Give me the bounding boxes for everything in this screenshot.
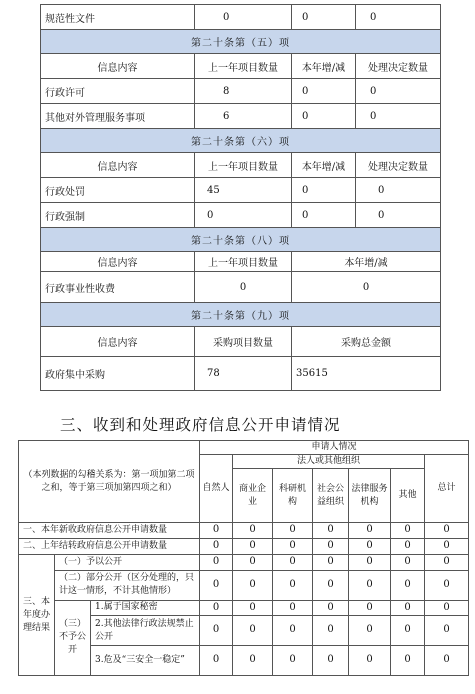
cell-value: 0: [195, 5, 292, 30]
section-title: 第二十条第（五）项: [41, 30, 441, 54]
table-row: [41, 104, 441, 129]
column-header: 本年增/减: [292, 153, 356, 178]
col-law: 法律服务机构: [349, 469, 391, 523]
col-social: 社会公益组织: [313, 469, 349, 523]
cell-value: 0: [195, 203, 292, 228]
group-label-not-public: （三）不予公开: [55, 600, 91, 676]
cell-value: 0: [425, 600, 469, 616]
table-row: [41, 79, 441, 104]
row-label: 行政事业性收费: [41, 272, 195, 303]
cell-value: 0: [313, 570, 349, 600]
cell-value: 0: [356, 104, 441, 129]
table-header-row: [41, 327, 441, 357]
applications-table: [18, 440, 469, 676]
section-header: [41, 129, 441, 153]
cell-value: 0: [273, 616, 313, 646]
cell-value: 0: [349, 600, 391, 616]
col-natural-person: 自然人: [200, 455, 233, 523]
cell-value: 0: [292, 79, 356, 104]
cell-value: 0: [273, 646, 313, 676]
column-header: 处理决定数量: [356, 54, 441, 79]
row-label: 一、本年新收政府信息公开申请数量: [19, 523, 200, 539]
table-row: [41, 5, 441, 30]
col-total: 总计: [425, 455, 469, 523]
cell-value: 0: [233, 555, 273, 571]
table-row: [19, 523, 469, 539]
table-row: [19, 570, 469, 600]
table-row: [19, 600, 469, 616]
row-label: 其他对外管理服务事项: [41, 104, 195, 129]
table-header-row: [41, 252, 441, 272]
cell-value: 0: [391, 616, 425, 646]
section-header: [41, 30, 441, 54]
cell-value: 0: [349, 646, 391, 676]
cell-value: 0: [292, 5, 356, 30]
cell-value: 0: [233, 523, 273, 539]
cell-value: 0: [233, 539, 273, 555]
cell-value: 0: [391, 539, 425, 555]
cell-value: 0: [425, 539, 469, 555]
cell-value: 0: [292, 104, 356, 129]
cell-value: 0: [349, 523, 391, 539]
cell-value: 0: [349, 539, 391, 555]
cell-value: 0: [200, 555, 233, 571]
cell-value: 0: [200, 523, 233, 539]
table-header-row: [41, 153, 441, 178]
cell-value: 0: [425, 616, 469, 646]
column-header: 采购总金额: [292, 327, 441, 357]
row-label: 2.其他法律行政法规禁止公开: [91, 616, 200, 646]
row-label: 二、上年结转政府信息公开申请数量: [19, 539, 200, 555]
cell-value: 0: [349, 616, 391, 646]
cell-value: 0: [313, 600, 349, 616]
cell-value: 0: [391, 570, 425, 600]
table-header-row: [19, 441, 469, 455]
cell-value: 0: [233, 570, 273, 600]
cell-value: 0: [356, 178, 441, 203]
cell-value: 0: [200, 539, 233, 555]
table-row: [41, 272, 441, 303]
cell-value: 0: [313, 616, 349, 646]
cell-value: 0: [313, 539, 349, 555]
table-row: [19, 539, 469, 555]
cell-value: 0: [356, 5, 441, 30]
column-header: 本年增/减: [292, 252, 441, 272]
cell-value: 0: [292, 203, 356, 228]
row-label: 规范性文件: [41, 5, 195, 30]
cell-value: 35615: [292, 357, 441, 391]
column-header: 本年增/减: [292, 54, 356, 79]
cell-value: 6: [195, 104, 292, 129]
row-label: 政府集中采购: [41, 357, 195, 391]
row-label: 3.危及“三安全一稳定”: [91, 646, 200, 676]
cell-value: 0: [273, 523, 313, 539]
cell-value: 0: [273, 539, 313, 555]
col-commercial: 商业企业: [233, 469, 273, 523]
column-header: 信息内容: [41, 252, 195, 272]
cell-value: 0: [233, 600, 273, 616]
row-label: 行政许可: [41, 79, 195, 104]
section-header: [41, 228, 441, 252]
column-header: 处理决定数量: [356, 153, 441, 178]
cell-value: 0: [200, 646, 233, 676]
row-label: 行政处罚: [41, 178, 195, 203]
cell-value: 0: [356, 203, 441, 228]
table-row: [41, 203, 441, 228]
cell-value: 0: [200, 600, 233, 616]
note-cell: （本列数据的勾稽关系为：第一项加第二项之和，等于第三项加第四项之和）: [19, 441, 200, 523]
cell-value: 0: [273, 570, 313, 600]
section-header: [41, 303, 441, 327]
table-row: [41, 178, 441, 203]
cell-value: 0: [292, 272, 441, 303]
col-other: 其他: [391, 469, 425, 523]
cell-value: 0: [391, 555, 425, 571]
cell-value: 8: [195, 79, 292, 104]
cell-value: 0: [200, 616, 233, 646]
cell-value: 0: [233, 646, 273, 676]
section-title: 第二十条第（九）项: [41, 303, 441, 327]
col-research: 科研机构: [273, 469, 313, 523]
table-row: [19, 555, 469, 571]
cell-value: 0: [313, 646, 349, 676]
cell-value: 45: [195, 178, 292, 203]
cell-value: 0: [391, 523, 425, 539]
cell-value: 0: [349, 570, 391, 600]
cell-value: 0: [273, 555, 313, 571]
disclosure-items-table: [40, 4, 441, 391]
cell-value: 0: [195, 272, 292, 303]
cell-value: 0: [273, 600, 313, 616]
cell-value: 0: [313, 523, 349, 539]
applicant-header: 申请人情况: [200, 441, 469, 455]
column-header: 信息内容: [41, 54, 195, 79]
cell-value: 0: [391, 600, 425, 616]
cell-value: 78: [195, 357, 292, 391]
cell-value: 0: [425, 570, 469, 600]
group-label-result: 三、本年度办理结果: [19, 555, 55, 676]
section-title: 第二十条第（八）项: [41, 228, 441, 252]
row-label: （二）部分公开（区分处理的，只计这一情形，不计其他情形）: [55, 570, 200, 600]
section-title: 第二十条第（六）项: [41, 129, 441, 153]
cell-value: 0: [391, 646, 425, 676]
section-heading: 三、收到和处理政府信息公开申请情况: [60, 416, 341, 434]
column-header: 上一年项目数量: [195, 153, 292, 178]
cell-value: 0: [292, 178, 356, 203]
cell-value: 0: [425, 646, 469, 676]
row-label: 1.属于国家秘密: [91, 600, 200, 616]
column-header: 信息内容: [41, 327, 195, 357]
cell-value: 0: [313, 555, 349, 571]
column-header: 上一年项目数量: [195, 54, 292, 79]
cell-value: 0: [425, 555, 469, 571]
cell-value: 0: [233, 616, 273, 646]
column-header: 信息内容: [41, 153, 195, 178]
column-header: 上一年项目数量: [195, 252, 292, 272]
column-header: 采购项目数量: [195, 327, 292, 357]
row-label: （一）予以公开: [55, 555, 200, 571]
cell-value: 0: [200, 570, 233, 600]
table-header-row: [41, 54, 441, 79]
legal-entity-header: 法人或其他组织: [233, 455, 425, 469]
cell-value: 0: [425, 523, 469, 539]
row-label: 行政强制: [41, 203, 195, 228]
cell-value: 0: [356, 79, 441, 104]
cell-value: 0: [349, 555, 391, 571]
table-row: [41, 357, 441, 391]
